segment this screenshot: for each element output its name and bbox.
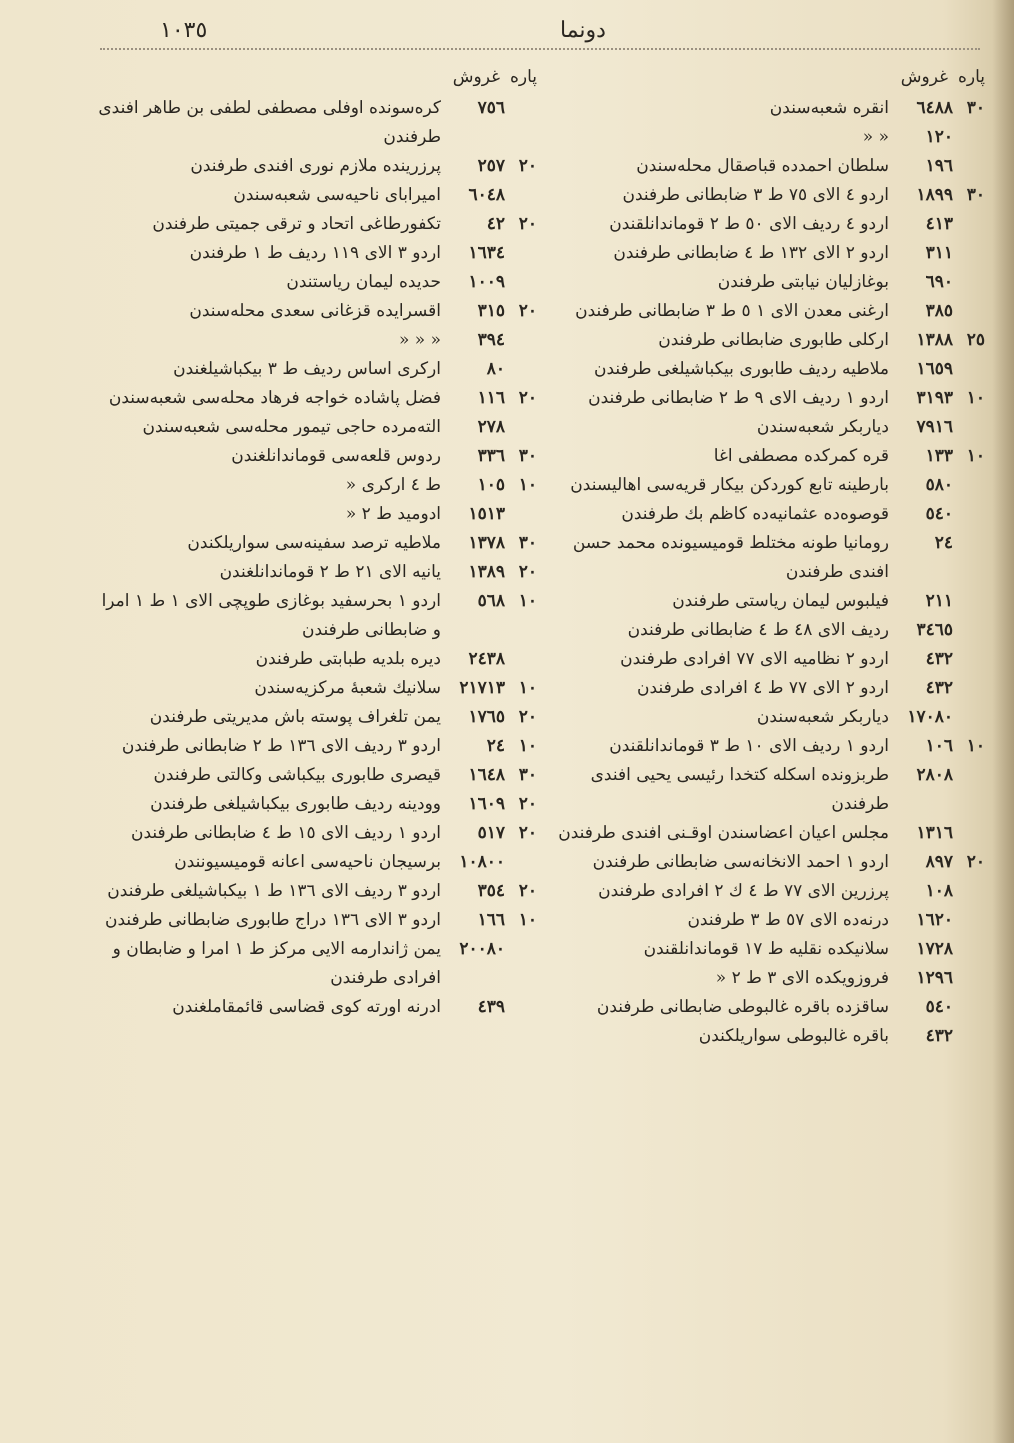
para-heading: پاره	[509, 67, 537, 87]
kurush-value: ١٣٨٩	[468, 562, 505, 582]
kurush-heading: غروش	[452, 67, 500, 87]
page-number: ١٠٣٥	[160, 18, 208, 43]
left-column	[92, 60, 537, 1022]
para-value: ١٠	[966, 388, 985, 408]
donor-description: پرزرینده ملازم نوری افندی طرفندن	[190, 156, 441, 176]
donor-description: اردو ١ ردیف الای ٩ ط ٢ ضابطانی طرفندن	[588, 388, 889, 408]
kurush-value: ٤١٣	[925, 214, 953, 234]
kurush-value: ١٣٨٨	[916, 330, 953, 350]
para-heading: پاره	[957, 67, 985, 87]
donor-description: فروزویکده الای ٣ ط ٢ «	[715, 968, 889, 988]
donation-entry	[540, 442, 985, 471]
donation-entry	[92, 529, 537, 558]
donation-entry	[540, 413, 985, 442]
donation-entry	[540, 645, 985, 674]
donation-entry	[92, 500, 537, 529]
donation-entry	[540, 181, 985, 210]
donor-description: اردو ١ ردیف الای ١٠ ط ٣ قوماندانلقندن	[609, 736, 889, 756]
donation-entry	[92, 384, 537, 413]
para-value: ٢٥	[966, 330, 985, 350]
para-value: ٣٠	[966, 185, 985, 205]
kurush-value: ٢٨٠٨	[916, 765, 953, 785]
column-header	[92, 60, 537, 94]
donation-entry	[92, 732, 537, 761]
donation-entry	[540, 123, 985, 152]
donor-description: یانیه الای ٢١ ط ٢ قوماندانلغندن	[219, 562, 441, 582]
kurush-value: ١٣١٦	[916, 823, 953, 843]
kurush-value: ١٢٩٦	[916, 968, 953, 988]
running-title: دونما	[560, 18, 606, 43]
donor-description: اردو ١ بحرسفید بوغازی طوپچی الای ١ ط ١ امرا و ضابطانی طرفندن	[101, 591, 441, 640]
donation-entry	[540, 587, 985, 616]
para-value: ٣٠	[518, 765, 537, 785]
donor-description: ملاطیه ردیف طابوری بیکباشیلغی طرفندن	[594, 359, 889, 379]
para-value: ١٠	[966, 446, 985, 466]
kurush-value: ٦٩٠	[925, 272, 953, 292]
donation-entry	[540, 906, 985, 935]
donation-entry	[540, 239, 985, 268]
kurush-value: ١٦٤٨	[468, 765, 505, 785]
donor-description: پرزرین الای ٧٧ ط ٤ ك ٢ افرادی طرفندن	[598, 881, 889, 901]
donor-description: اردو ٤ الای ٧٥ ط ٣ ضابطانی طرفندن	[622, 185, 889, 205]
kurush-value: ٣١٥	[477, 301, 505, 321]
donor-description: وودینه ردیف طابوری بیکباشیلغی طرفندن	[150, 794, 441, 814]
kurush-value: ٣١١	[925, 243, 953, 263]
donor-description: الته‌مرده حاجی تیمور محله‌سی شعبه‌سندن	[142, 417, 441, 437]
kurush-value: ١٦٢٠	[916, 910, 953, 930]
kurush-value: ٢٥٧	[477, 156, 505, 176]
para-value: ٢٠	[518, 794, 537, 814]
kurush-value: ١٠٨٠٠	[459, 852, 505, 872]
para-value: ١٠	[518, 678, 537, 698]
donor-description: ادومید ط ٢ «	[345, 504, 441, 524]
para-value: ٢٠	[518, 823, 537, 843]
donor-description: ادرنه اورته کوی قضاسی قائمقاملغندن	[172, 997, 441, 1017]
kurush-value: ٥٤٠	[925, 504, 953, 524]
donor-description: کره‌سونده اوفلی مصطفی لطفی بن طاهر افندی طرفندن	[98, 98, 441, 147]
kurush-value: ٤٣٢	[925, 1026, 953, 1046]
donation-entry	[92, 703, 537, 732]
donation-entry	[92, 413, 537, 442]
donor-description: دیره بلدیه طبابتی طرفندن	[255, 649, 441, 669]
kurush-value: ٦٤٨٨	[916, 98, 953, 118]
donor-description: یمن تلغراف پوسته باش مدیریتی طرفندن	[149, 707, 441, 727]
donor-description: حدیده لیمان ریاستندن	[286, 272, 441, 292]
donation-entry	[540, 297, 985, 326]
donor-description: فیلبوس لیمان ریاستی طرفندن	[672, 591, 889, 611]
donor-description: درنه‌ده الای ٥٧ ط ٣ طرفندن	[687, 910, 889, 930]
kurush-value: ١٣٧٨	[468, 533, 505, 553]
kurush-value: ٤٣٩	[477, 997, 505, 1017]
kurush-value: ١١٦	[477, 388, 505, 408]
donor-description: اردو ١ احمد الانخانه‌سی ضابطانی طرفندن	[592, 852, 889, 872]
donation-entry	[92, 848, 537, 877]
kurush-value: ١٩٦	[925, 156, 953, 176]
kurush-value: ٧٥٦	[477, 98, 505, 118]
kurush-value: ٥١٧	[477, 823, 505, 843]
donor-description: ارکری اساس ردیف ط ٣ بیکباشیلغندن	[173, 359, 441, 379]
donation-entry	[92, 935, 537, 993]
kurush-value: ١٢٠	[925, 127, 953, 147]
para-value: ٢٠	[518, 388, 537, 408]
kurush-value: ١٣٣	[925, 446, 953, 466]
donation-entry	[92, 152, 537, 181]
kurush-value: ١٥١٣	[468, 504, 505, 524]
donation-list	[92, 94, 537, 1022]
kurush-value: ١٠٦	[925, 736, 953, 756]
donation-entry	[540, 703, 985, 732]
kurush-value: ٢٠٠٨٠	[459, 939, 505, 959]
kurush-value: ٣٣٦	[477, 446, 505, 466]
donor-description: قره کمرکده مصطفی اغا	[713, 446, 889, 466]
donation-list	[540, 94, 985, 1051]
para-value: ٢٠	[518, 881, 537, 901]
donation-entry	[92, 587, 537, 645]
donation-entry	[540, 993, 985, 1022]
donor-description: اردو ٣ ردیف الای ١٣٦ ط ١ بیکباشیلغی طرفندن	[107, 881, 441, 901]
donor-description: اردو ٣ ردیف الای ١٣٦ ط ٢ ضابطانی طرفندن	[121, 736, 441, 756]
para-value: ١٠	[518, 736, 537, 756]
kurush-value: ٣١٩٣	[916, 388, 953, 408]
donor-description: امیرابای ناحیه‌سی شعبه‌سندن	[233, 185, 441, 205]
donation-entry	[540, 471, 985, 500]
kurush-value: ١٨٩٩	[916, 185, 953, 205]
donor-description: دیاربکر شعبه‌سندن	[756, 707, 889, 727]
kurush-value: ١٦٦	[477, 910, 505, 930]
kurush-value: ٢٤	[486, 736, 505, 756]
donor-description: ارکلی طابوری ضابطانی طرفندن	[658, 330, 889, 350]
donation-entry	[540, 210, 985, 239]
donation-entry	[92, 471, 537, 500]
kurush-value: ٣٥٤	[477, 881, 505, 901]
donor-description: سلانیکده نقلیه ط ١٧ قوماندانلقندن	[643, 939, 889, 959]
donation-entry	[540, 384, 985, 413]
right-column	[540, 60, 985, 1051]
kurush-value: ٤٢	[486, 214, 505, 234]
kurush-value: ٣٨٥	[925, 301, 953, 321]
para-value: ١٠	[966, 736, 985, 756]
donation-entry	[540, 616, 985, 645]
donation-entry	[540, 529, 985, 587]
donor-description: بوغازلیان نیابتی طرفندن	[717, 272, 889, 292]
kurush-value: ١٠٠٩	[468, 272, 505, 292]
donor-description: اقسرایده قزغانی سعدی محله‌سندن	[189, 301, 441, 321]
donation-entry	[540, 500, 985, 529]
donation-entry	[92, 268, 537, 297]
donor-description: بارطینه تابع کوردکن بیکار قریه‌سی اهالیسندن	[570, 475, 889, 495]
kurush-value: ٢٧٨	[477, 417, 505, 437]
kurush-value: ٣٩٤	[477, 330, 505, 350]
donor-description: ردیف الای ٤٨ ط ٤ ضابطانی طرفندن	[627, 620, 889, 640]
donor-description: برسیجان ناحیه‌سی اعانه قومیسیونندن	[174, 852, 441, 872]
donor-description: اردو ٤ ردیف الای ٥٠ ط ٢ قوماندانلقندن	[609, 214, 889, 234]
donation-entry	[92, 819, 537, 848]
para-value: ٣٠	[518, 533, 537, 553]
kurush-value: ٢١٧١٣	[459, 678, 505, 698]
donation-entry	[92, 210, 537, 239]
donation-entry	[92, 297, 537, 326]
donation-entry	[540, 326, 985, 355]
donation-entry	[540, 761, 985, 819]
donation-entry	[540, 819, 985, 848]
donation-entry	[92, 239, 537, 268]
donor-description: مجلس اعیان اعضاسندن اوقـنی افندی طرفندن	[558, 823, 889, 843]
kurush-value: ٥٨٠	[925, 475, 953, 495]
column-header	[540, 60, 985, 94]
donation-entry	[540, 848, 985, 877]
kurush-value: ٨٠	[486, 359, 505, 379]
para-value: ٢٠	[518, 707, 537, 727]
donor-description: ارغنی معدن الای ١ ٥ ط ٣ ضابطانی طرفندن	[575, 301, 889, 321]
kurush-value: ١٧٦٥	[468, 707, 505, 727]
para-value: ١٠	[518, 475, 537, 495]
donor-description: سلانیك شعبهٔ مرکزیه‌سندن	[254, 678, 441, 698]
donor-description: ردوس قلعه‌سی قوماندانلغندن	[231, 446, 441, 466]
donor-description: سلطان احمدده قباصقال محله‌سندن	[636, 156, 889, 176]
donor-description: ساقزده باقره غالبوطی ضابطانی طرفندن	[596, 997, 889, 1017]
donation-entry	[92, 993, 537, 1022]
donation-entry	[92, 94, 537, 152]
para-value: ٢٠	[518, 214, 537, 234]
kurush-value: ٥٤٠	[925, 997, 953, 1017]
para-value: ٢٠	[518, 301, 537, 321]
donation-entry	[92, 645, 537, 674]
kurush-value: ١٦٠٩	[468, 794, 505, 814]
donor-description: اردو ٣ الای ١١٩ ردیف ط ١ طرفندن	[189, 243, 441, 263]
donor-description: باقره غالبوطی سواریلکندن	[698, 1026, 889, 1046]
donor-description: تکفورطاغی اتحاد و ترقی جمیتی طرفندن	[152, 214, 441, 234]
donation-entry	[540, 1022, 985, 1051]
binding-shadow	[992, 0, 1014, 1443]
donation-entry	[540, 732, 985, 761]
kurush-value: ١٦٥٩	[916, 359, 953, 379]
donor-description: قیصری طابوری بیکباشی وکالتی طرفندن	[153, 765, 441, 785]
donor-description: ط ٤ ارکری «	[345, 475, 441, 495]
page-header	[100, 8, 980, 50]
kurush-value: ١٧٢٨	[916, 939, 953, 959]
kurush-value: ١٦٣٤	[468, 243, 505, 263]
kurush-value: ٨٩٧	[925, 852, 953, 872]
donor-description: اردو ٢ الای ١٣٢ ط ٤ ضابطانی طرفندن	[613, 243, 889, 263]
kurush-value: ٧٩١٦	[916, 417, 953, 437]
donation-entry	[92, 761, 537, 790]
para-value: ٢٠	[518, 156, 537, 176]
kurush-value: ٤٣٢	[925, 678, 953, 698]
para-value: ٢٠	[518, 562, 537, 582]
donation-entry	[92, 442, 537, 471]
donor-description: اردو ٢ نظامیه الای ٧٧ افرادی طرفندن	[620, 649, 889, 669]
donor-description: قوصوه‌ده عثمانیه‌ده کاظم بك طرفندن	[621, 504, 889, 524]
kurush-value: ٢٤٣٨	[468, 649, 505, 669]
donation-entry	[92, 790, 537, 819]
donor-description: دیاربکر شعبه‌سندن	[756, 417, 889, 437]
kurush-heading: غروش	[900, 67, 948, 87]
donation-entry	[540, 152, 985, 181]
donor-description: « « «	[398, 330, 441, 350]
donation-entry	[92, 906, 537, 935]
kurush-value: ١٠٥	[477, 475, 505, 495]
kurush-value: ١٧٠٨٠	[907, 707, 953, 727]
donor-description: رومانیا طونه مختلط قومیسیونده محمد حسن افندی طرفندن	[572, 533, 889, 582]
donation-entry	[92, 326, 537, 355]
donation-entry	[92, 558, 537, 587]
donation-entry	[92, 181, 537, 210]
donation-entry	[540, 674, 985, 703]
donation-entry	[92, 877, 537, 906]
donor-description: فضل پاشاده خواجه فرهاد محله‌سی شعبه‌سندن	[108, 388, 441, 408]
donation-entry	[540, 964, 985, 993]
kurush-value: ٢١١	[925, 591, 953, 611]
para-value: ٣٠	[966, 98, 985, 118]
donation-entry	[92, 674, 537, 703]
donation-entry	[540, 94, 985, 123]
donor-description: « «	[862, 127, 889, 147]
para-value: ١٠	[518, 591, 537, 611]
donation-entry	[540, 877, 985, 906]
kurush-value: ٥٦٨	[477, 591, 505, 611]
donor-description: ملاطیه ترصد سفینه‌سی سواریلکندن	[187, 533, 441, 553]
donor-description: اردو ٣ الای ١٣٦ دراج طابوری ضابطانی طرفندن	[105, 910, 441, 930]
kurush-value: ٢٤	[934, 533, 953, 553]
donation-entry	[540, 935, 985, 964]
donor-description: طربزونده اسکله کتخدا رئیسی یحیی افندی طرفندن	[590, 765, 889, 814]
donation-entry	[540, 355, 985, 384]
para-value: ٢٠	[966, 852, 985, 872]
kurush-value: ٦٠٤٨	[468, 185, 505, 205]
donation-entry	[92, 355, 537, 384]
donation-entry	[540, 268, 985, 297]
para-value: ٣٠	[518, 446, 537, 466]
donor-description: اردو ٢ الای ٧٧ ط ٤ افرادی طرفندن	[637, 678, 889, 698]
para-value: ١٠	[518, 910, 537, 930]
donor-description: یمن ژاندارمه الایی مرکز ط ١ امرا و ضابطان و افرادی طرفندن	[112, 939, 441, 988]
kurush-value: ١٠٨	[925, 881, 953, 901]
kurush-value: ٤٣٢	[925, 649, 953, 669]
donor-description: اردو ١ ردیف الای ١٥ ط ٤ ضابطانی طرفندن	[130, 823, 441, 843]
donor-description: انقره شعبه‌سندن	[769, 98, 889, 118]
kurush-value: ٣٤٦٥	[916, 620, 953, 640]
